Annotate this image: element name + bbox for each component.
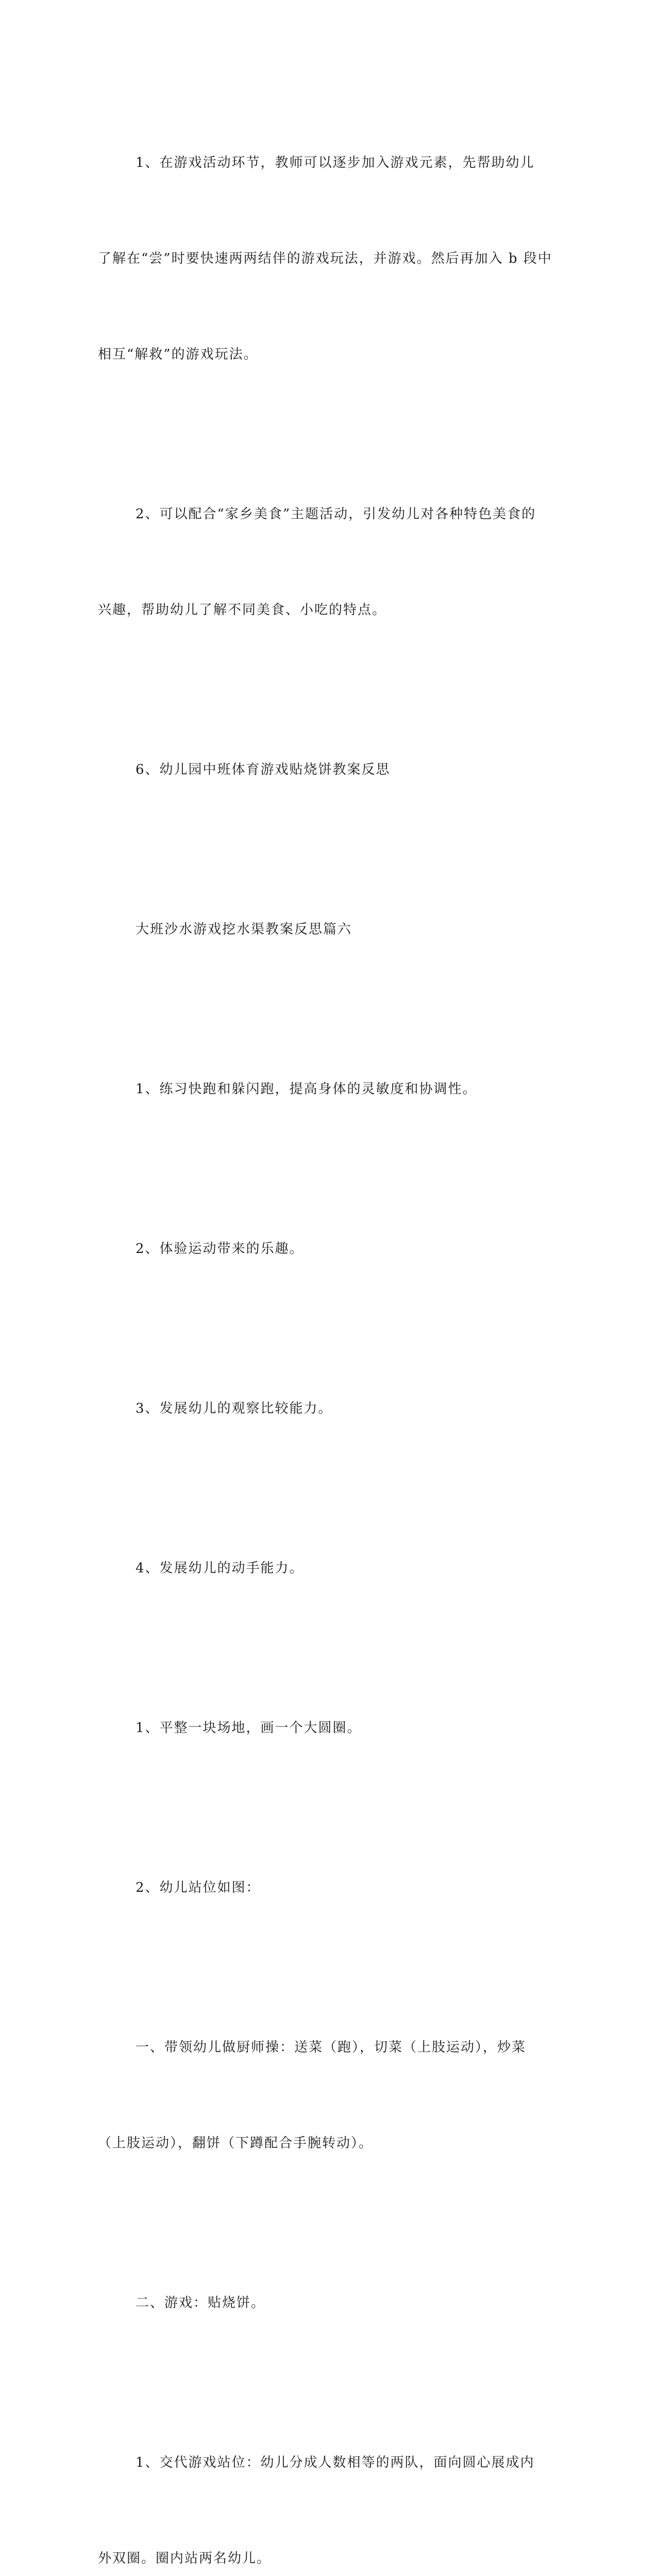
- preparation-item: [98, 1648, 557, 1808]
- document-body: [98, 83, 557, 2576]
- goal-item: [98, 1329, 557, 1488]
- text-line: 2、幼儿站位如图：: [136, 1880, 261, 1895]
- section-title: [98, 690, 557, 850]
- text-line: 1、在游戏活动环节，教师可以逐步加入游戏元素，先帮助幼儿: [136, 155, 535, 171]
- text-line: 2、体验运动带来的乐趣。: [136, 1241, 304, 1257]
- text-line: 1、交代游戏站位：幼儿分成人数相等的两队，面向圆心展成内: [136, 2455, 535, 2470]
- process-step-game: [98, 2223, 557, 2383]
- text-line: 兴趣，帮助幼儿了解不同美食、小吃的特点。: [98, 602, 387, 618]
- goal-item: [98, 1009, 557, 1169]
- goal-item: [98, 1488, 557, 1648]
- process-step-warmup: [98, 1968, 557, 2223]
- text-line: 二、游戏：贴烧饼。: [136, 2295, 266, 2311]
- text-line: 一、带领幼儿做厨师操：送菜（跑），切菜（上肢运动），炒菜: [136, 2040, 527, 2055]
- text-line: 3、发展幼儿的观察比较能力。: [136, 1401, 333, 1416]
- section-subtitle: [98, 850, 557, 1009]
- text-line: （上肢运动），翻饼（下蹲配合手腕转动）。: [98, 2136, 374, 2151]
- text-line: 2、可以配合“家乡美食”主题活动，引发幼儿对各种特色美食的: [136, 506, 536, 522]
- text-line: 1、平整一块场地，画一个大圆圈。: [136, 1720, 362, 1736]
- goal-item: [98, 1169, 557, 1329]
- text-line: 相互“解救”的游戏玩法。: [98, 347, 258, 362]
- preparation-item: [98, 1808, 557, 1968]
- text-line: 1、练习快跑和躲闪跑，提高身体的灵敏度和协调性。: [136, 1081, 477, 1097]
- text-line: 4、发展幼儿的动手能力。: [136, 1561, 304, 1576]
- game-rule-positions: [98, 2383, 557, 2576]
- text-line: 大班沙水游戏挖水渠教案反思篇六: [136, 922, 352, 937]
- paragraph-game-elements: [98, 83, 557, 434]
- text-line: 6、幼儿园中班体育游戏贴烧饼教案反思: [136, 762, 391, 777]
- paragraph-hometown-food: [98, 434, 557, 690]
- text-line: 外双圈。圈内站两名幼儿。: [98, 2551, 272, 2566]
- text-line: 了解在“尝”时要快速两两结伴的游戏玩法，并游戏。然后再加入 b 段中: [98, 251, 552, 266]
